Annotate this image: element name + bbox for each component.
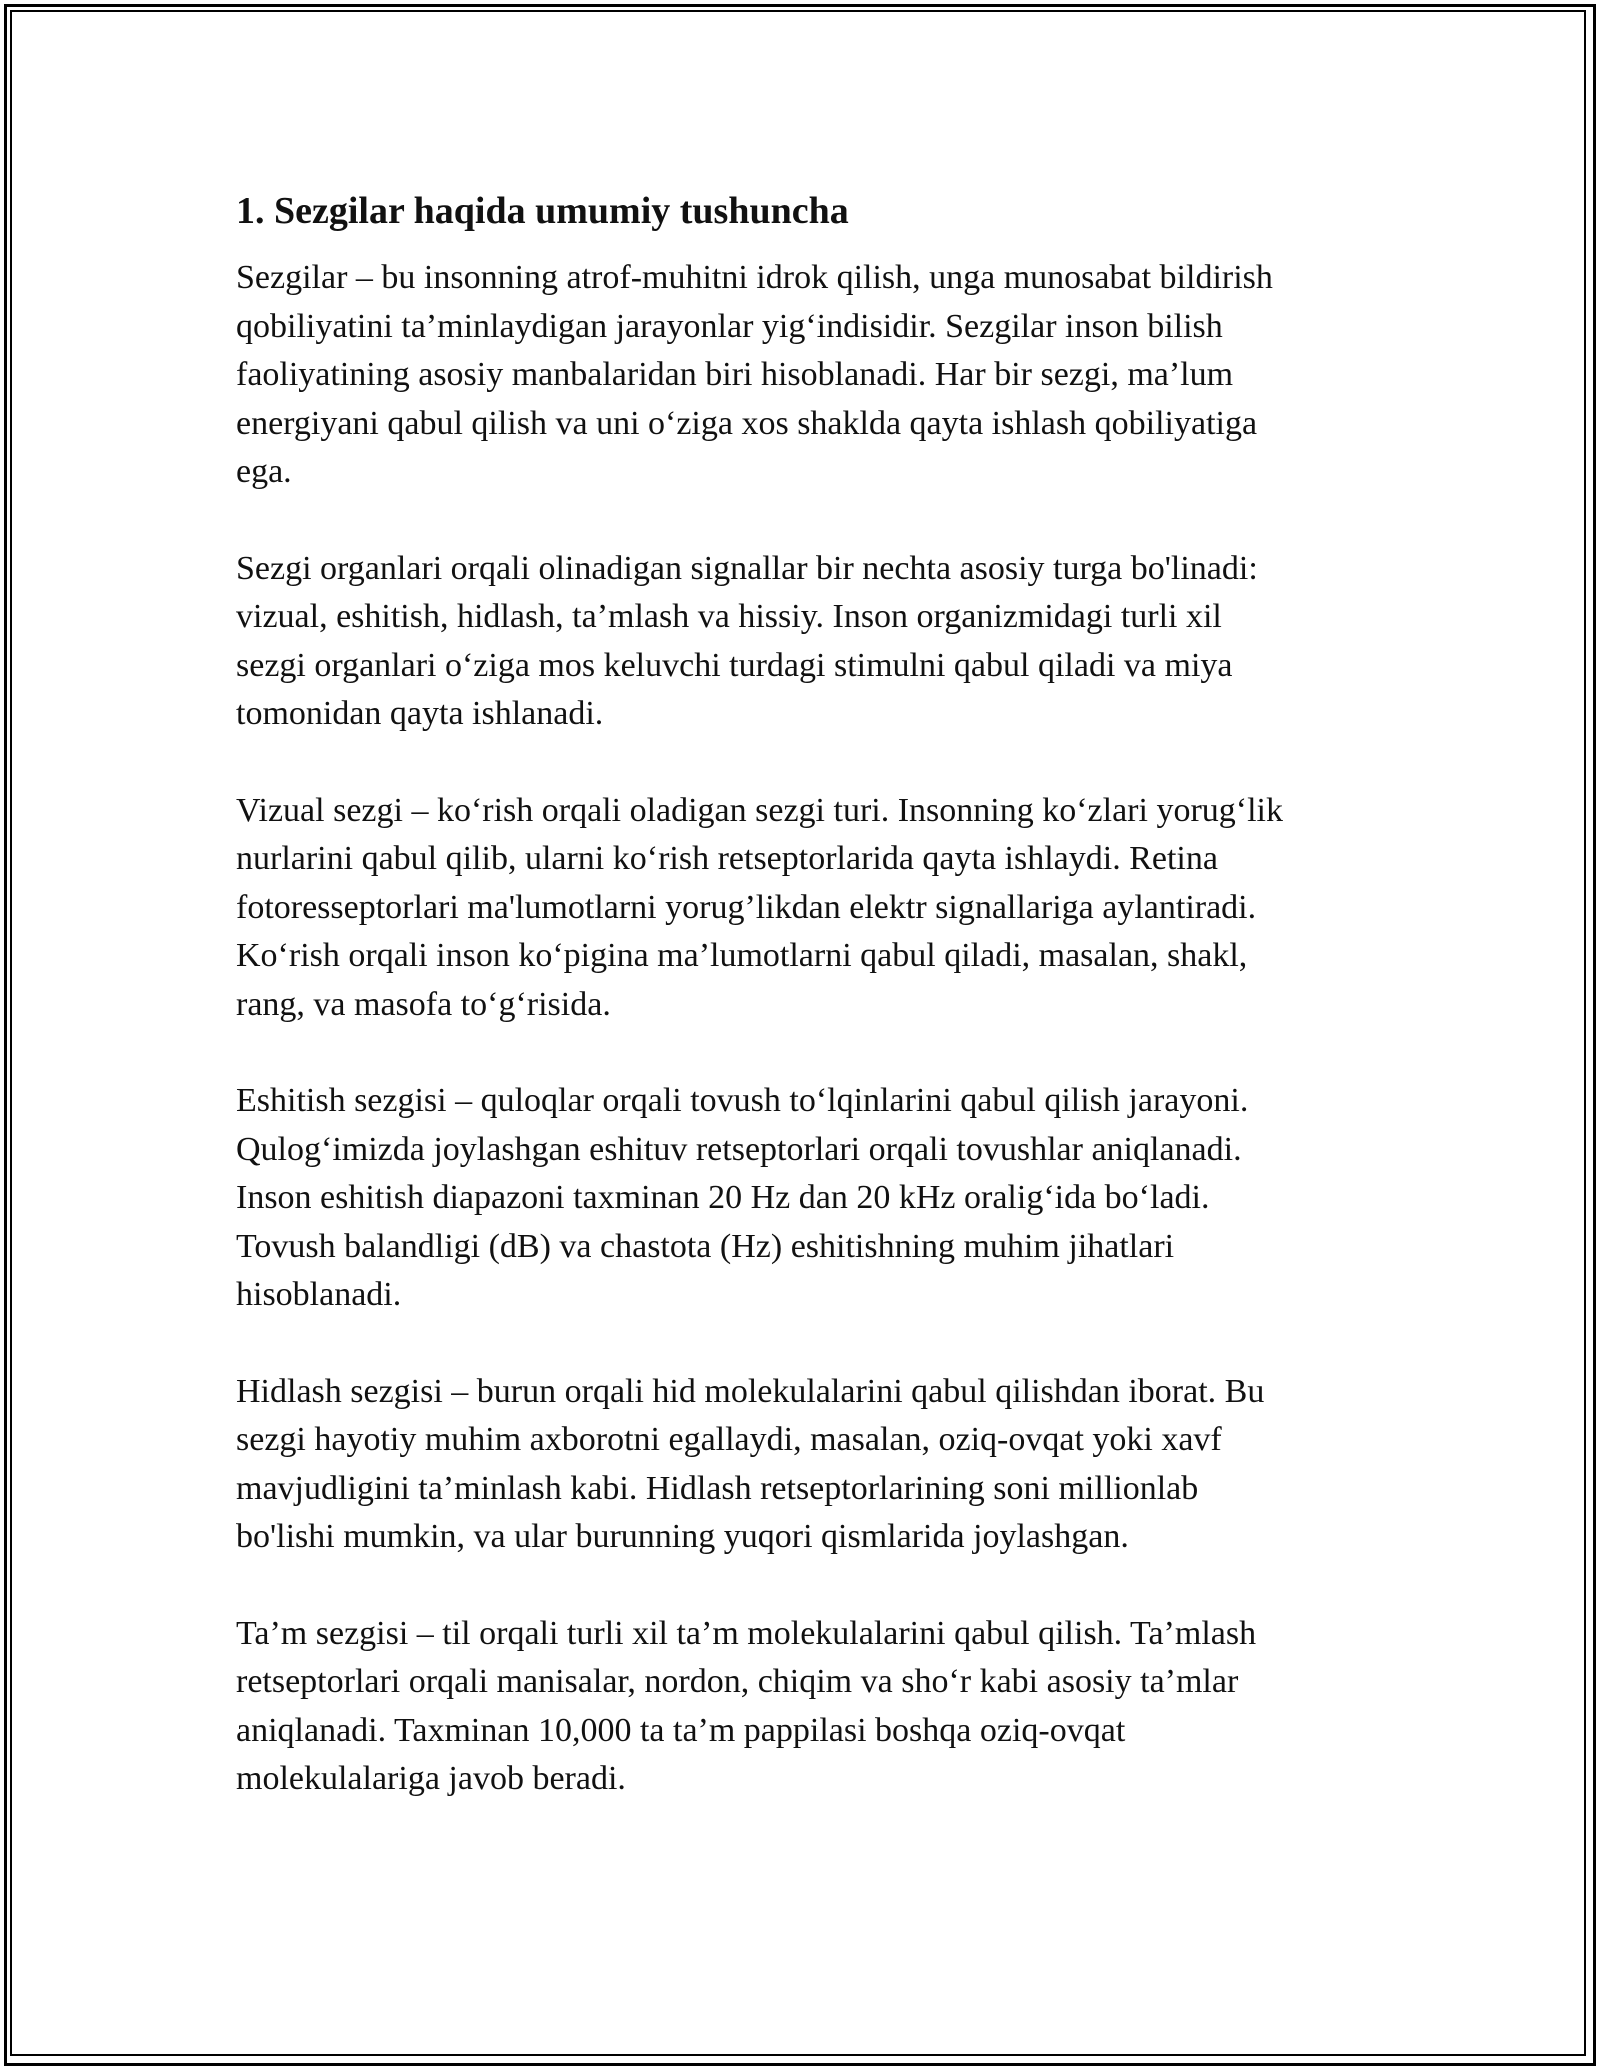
text-line: retseptorlari orqali manisalar, nordon, chiqim va sho‘r kabi asosiy ta’mlar	[236, 1663, 1239, 1700]
text-line: aniqlanadi. Taxminan 10,000 ta ta’m pappilasi boshqa oziq-ovqat	[236, 1711, 1126, 1749]
document-body	[236, 186, 1386, 1852]
text-line: molekulalariga javob beradi.	[236, 1760, 626, 1797]
text-line: qobiliyatini ta’minlaydigan jarayonlar yig‘indisidir. Sezgilar inson bilish	[236, 307, 1223, 345]
text-line: bo'lishi mumkin, va ular burunning yuqori qismlarida joylashgan.	[236, 1518, 1129, 1555]
paragraph-sense-organs	[236, 545, 1386, 739]
document-title: 1. Sezgilar haqida umumiy tushuncha	[236, 190, 849, 232]
paragraph-intro	[236, 254, 1386, 497]
text-line: fotoresseptorlari ma'lumotlarni yorug’likdan elektr signallariga aylantiradi.	[236, 888, 1257, 926]
text-line: hisoblanadi.	[236, 1276, 402, 1313]
text-line: faoliyatining asosiy manbalaridan biri hisoblanadi. Har bir sezgi, ma’lum	[236, 356, 1234, 393]
text-line: Eshitish sezgisi – quloqlar orqali tovush to‘lqinlarini qabul qilish jarayoni.	[236, 1082, 1249, 1119]
text-line: sezgi organlari o‘ziga mos keluvchi turdagi stimulni qabul qiladi va miya	[236, 646, 1233, 684]
text-line: Tovush balandligi (dB) va chastota (Hz) eshitishning muhim jihatlari	[236, 1227, 1175, 1265]
text-line: Sezgi organlari orqali olinadigan signallar bir nechta asosiy turga bo'linadi:	[236, 549, 1258, 587]
text-line: ega.	[236, 453, 292, 490]
paragraph-taste	[236, 1610, 1386, 1804]
paragraph-visual	[236, 787, 1386, 1030]
text-line: Sezgilar – bu insonning atrof-muhitni idrok qilish, unga munosabat bildirish	[236, 259, 1273, 296]
text-line: mavjudligini ta’minlash kabi. Hidlash retseptorlarining soni millionlab	[236, 1469, 1199, 1507]
text-line: tomonidan qayta ishlanadi.	[236, 695, 604, 732]
text-line: Ta’m sezgisi – til orqali turli xil ta’m molekulalarini qabul qilish. Ta’mlash	[236, 1614, 1257, 1652]
paragraph-smell	[236, 1368, 1386, 1562]
text-line: nurlarini qabul qilib, ularni ko‘rish retseptorlarida qayta ishlaydi. Retina	[236, 840, 1218, 877]
text-line: rang, va masofa to‘g‘risida.	[236, 985, 611, 1023]
text-line: Ko‘rish orqali inson ko‘pigina ma’lumotlarni qabul qiladi, masalan, shakl,	[236, 937, 1248, 974]
text-line: Hidlash sezgisi – burun orqali hid molekulalarini qabul qilishdan iborat. Bu	[236, 1372, 1265, 1410]
text-line: Qulog‘imizda joylashgan eshituv retseptorlari orqali tovushlar aniqlanadi.	[236, 1130, 1242, 1168]
text-line: energiyani qabul qilish va uni o‘ziga xos shaklda qayta ishlash qobiliyatiga	[236, 404, 1258, 442]
paragraph-hearing	[236, 1077, 1386, 1320]
text-line: Vizual sezgi – ko‘rish orqali oladigan sezgi turi. Insonning ko‘zlari yorug‘lik	[236, 791, 1283, 829]
text-line: Inson eshitish diapazoni taxminan 20 Hz dan 20 kHz oralig‘ida bo‘ladi.	[236, 1179, 1210, 1216]
text-line: sezgi hayotiy muhim axborotni egallaydi, masalan, oziq-ovqat yoki xavf	[236, 1421, 1222, 1458]
text-line: vizual, eshitish, hidlash, ta’mlash va hissiy. Inson organizmidagi turli xil	[236, 598, 1222, 635]
